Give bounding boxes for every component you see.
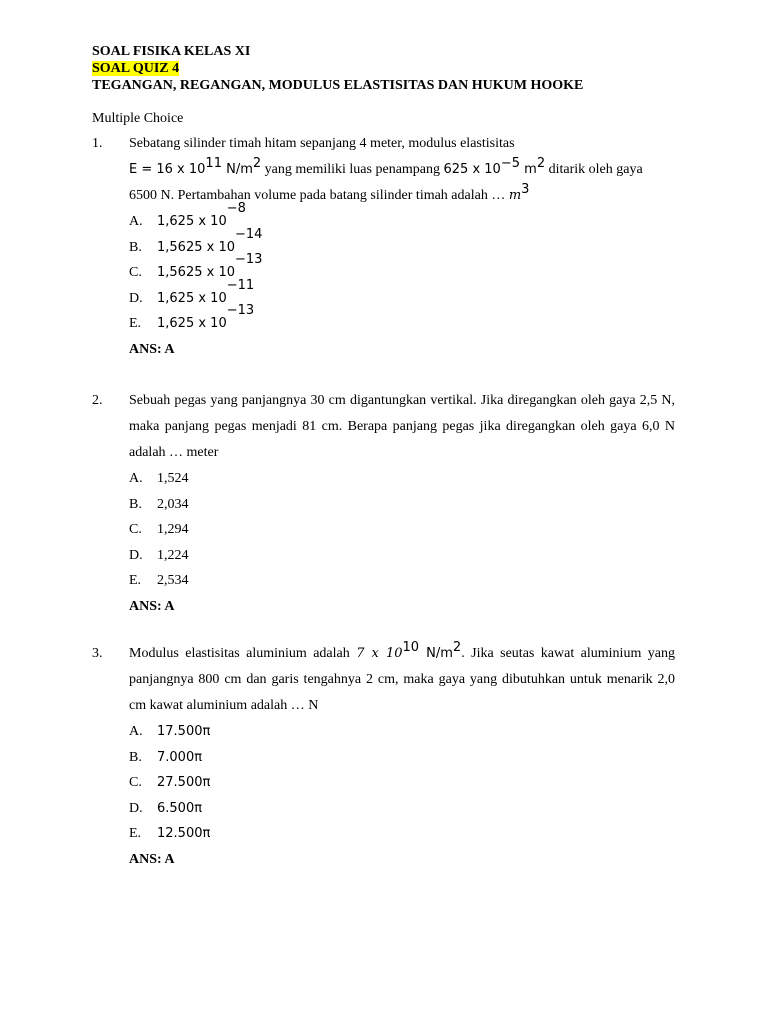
question-number: 3. — [92, 646, 103, 661]
option-value: 1,524 — [157, 471, 189, 486]
option-exponent: −14 — [235, 226, 263, 242]
option-letter: B. — [129, 496, 142, 512]
quiz-label: SOAL QUIZ 4 — [92, 61, 180, 76]
option-letter: A. — [129, 471, 143, 486]
answer-key: ANS: A — [129, 341, 175, 357]
option-letter: D. — [129, 800, 143, 816]
option-exponent: −8 — [226, 201, 246, 216]
option-value: 17.500π — [157, 724, 211, 739]
formula-text: 7 x 10 — [356, 646, 403, 661]
question-3 — [92, 641, 675, 873]
stem-text: . Jika seutas kawat aluminium — [461, 646, 642, 661]
answer-option — [129, 568, 675, 594]
option-letter: C. — [129, 775, 142, 790]
formula-text: N/m — [221, 162, 253, 177]
option-value: 1,294 — [157, 522, 189, 537]
option-value: 1,5625 x 10 — [157, 239, 235, 255]
formula-text: 625 x 10 — [443, 162, 501, 177]
answer-option — [129, 201, 675, 235]
option-letter: E. — [129, 573, 142, 588]
topic-heading: TEGANGAN, REGANGAN, MODULUS ELASTISITAS DAN HUKUM HOOKE — [92, 78, 584, 93]
option-value: 27.500π — [157, 775, 211, 790]
option-value: 2,534 — [157, 573, 189, 588]
stem-text: ditarik oleh gaya — [545, 162, 643, 177]
option-exponent: −13 — [226, 303, 255, 318]
option-value: 1,224 — [157, 547, 189, 563]
question-stem — [129, 641, 675, 719]
option-exponent: −11 — [226, 277, 255, 293]
option-letter: B. — [129, 239, 142, 255]
option-value: 2,034 — [157, 496, 189, 512]
option-letter: A. — [129, 214, 143, 229]
answer-option — [129, 466, 675, 492]
option-value: 1,625 x 10 — [157, 316, 227, 331]
question-2 — [92, 388, 675, 620]
answer-option — [129, 796, 675, 822]
option-value: 1,5625 x 10 — [157, 265, 235, 280]
unit-symbol: m — [508, 188, 522, 203]
stem-text: Modulus elastisitas aluminium adalah — [129, 646, 357, 661]
answer-key: ANS: A — [129, 851, 175, 867]
section-label: Multiple Choice — [92, 111, 184, 126]
answer-option — [129, 252, 675, 286]
question-number: 2. — [92, 393, 103, 408]
formula-text: m — [520, 162, 537, 177]
formula-exponent: 10 — [402, 640, 420, 655]
answer-option — [129, 303, 675, 337]
answer-option — [129, 492, 675, 518]
stem-line: Sebatang silinder timah hitam sepanjang 4 meter, modulus elastisitas — [129, 136, 515, 151]
answer-option — [129, 821, 675, 847]
answer-option — [129, 277, 675, 312]
formula-text: E = 16 x 10 — [129, 162, 206, 177]
formula-exponent: 11 — [205, 156, 222, 171]
answer-key: ANS: A — [129, 598, 175, 614]
formula-text: N/m — [419, 646, 453, 661]
formula-exponent: 2 — [536, 156, 546, 171]
answer-option — [129, 517, 675, 543]
option-letter: E. — [129, 826, 142, 841]
option-value: 12.500π — [157, 826, 211, 841]
option-letter: D. — [129, 290, 143, 306]
option-letter: D. — [129, 547, 143, 563]
option-letter: E. — [129, 316, 142, 331]
answer-option — [129, 770, 675, 796]
option-letter: C. — [129, 522, 142, 537]
stem-text: yang panjangnya 800 cm dan garis tengahnya 2 cm, maka gaya yang dibutuhkan untuk menarik 2,0 cm kawat aluminium adalah … N — [129, 646, 676, 713]
document-header — [92, 43, 583, 94]
answer-option — [129, 745, 675, 771]
question-stem — [129, 131, 675, 209]
answer-option — [129, 719, 675, 745]
option-exponent: −13 — [235, 252, 263, 267]
option-letter: B. — [129, 749, 142, 765]
option-letter: C. — [129, 265, 142, 280]
option-value: 1,625 x 10 — [157, 214, 227, 229]
formula-exponent: 3 — [521, 182, 530, 197]
answer-option — [129, 226, 675, 261]
formula-exponent: 2 — [252, 156, 262, 171]
formula-exponent: 2 — [452, 640, 462, 655]
question-stem: Sebuah pegas yang panjangnya 30 cm digantungkan vertikal. Jika diregangkan oleh gaya 2,5 N, maka panjang pegas menjadi 81 cm. Berapa panjang pegas jika diregangkan oleh gaya 6,0 N adalah … meter — [129, 393, 675, 460]
question-1 — [92, 131, 675, 363]
option-value: 6.500π — [157, 800, 203, 816]
formula-exponent: −5 — [500, 156, 521, 171]
stem-text: yang memiliki luas penampang — [261, 162, 444, 177]
option-value: 1,625 x 10 — [157, 290, 227, 306]
doc-title: SOAL FISIKA KELAS XI — [92, 44, 251, 59]
stem-line: 6500 N. Pertambahan volume pada batang silinder timah adalah … — [129, 188, 509, 203]
answer-option — [129, 543, 675, 569]
option-value: 7.000π — [157, 749, 203, 765]
question-number: 1. — [92, 136, 103, 151]
option-letter: A. — [129, 724, 143, 739]
